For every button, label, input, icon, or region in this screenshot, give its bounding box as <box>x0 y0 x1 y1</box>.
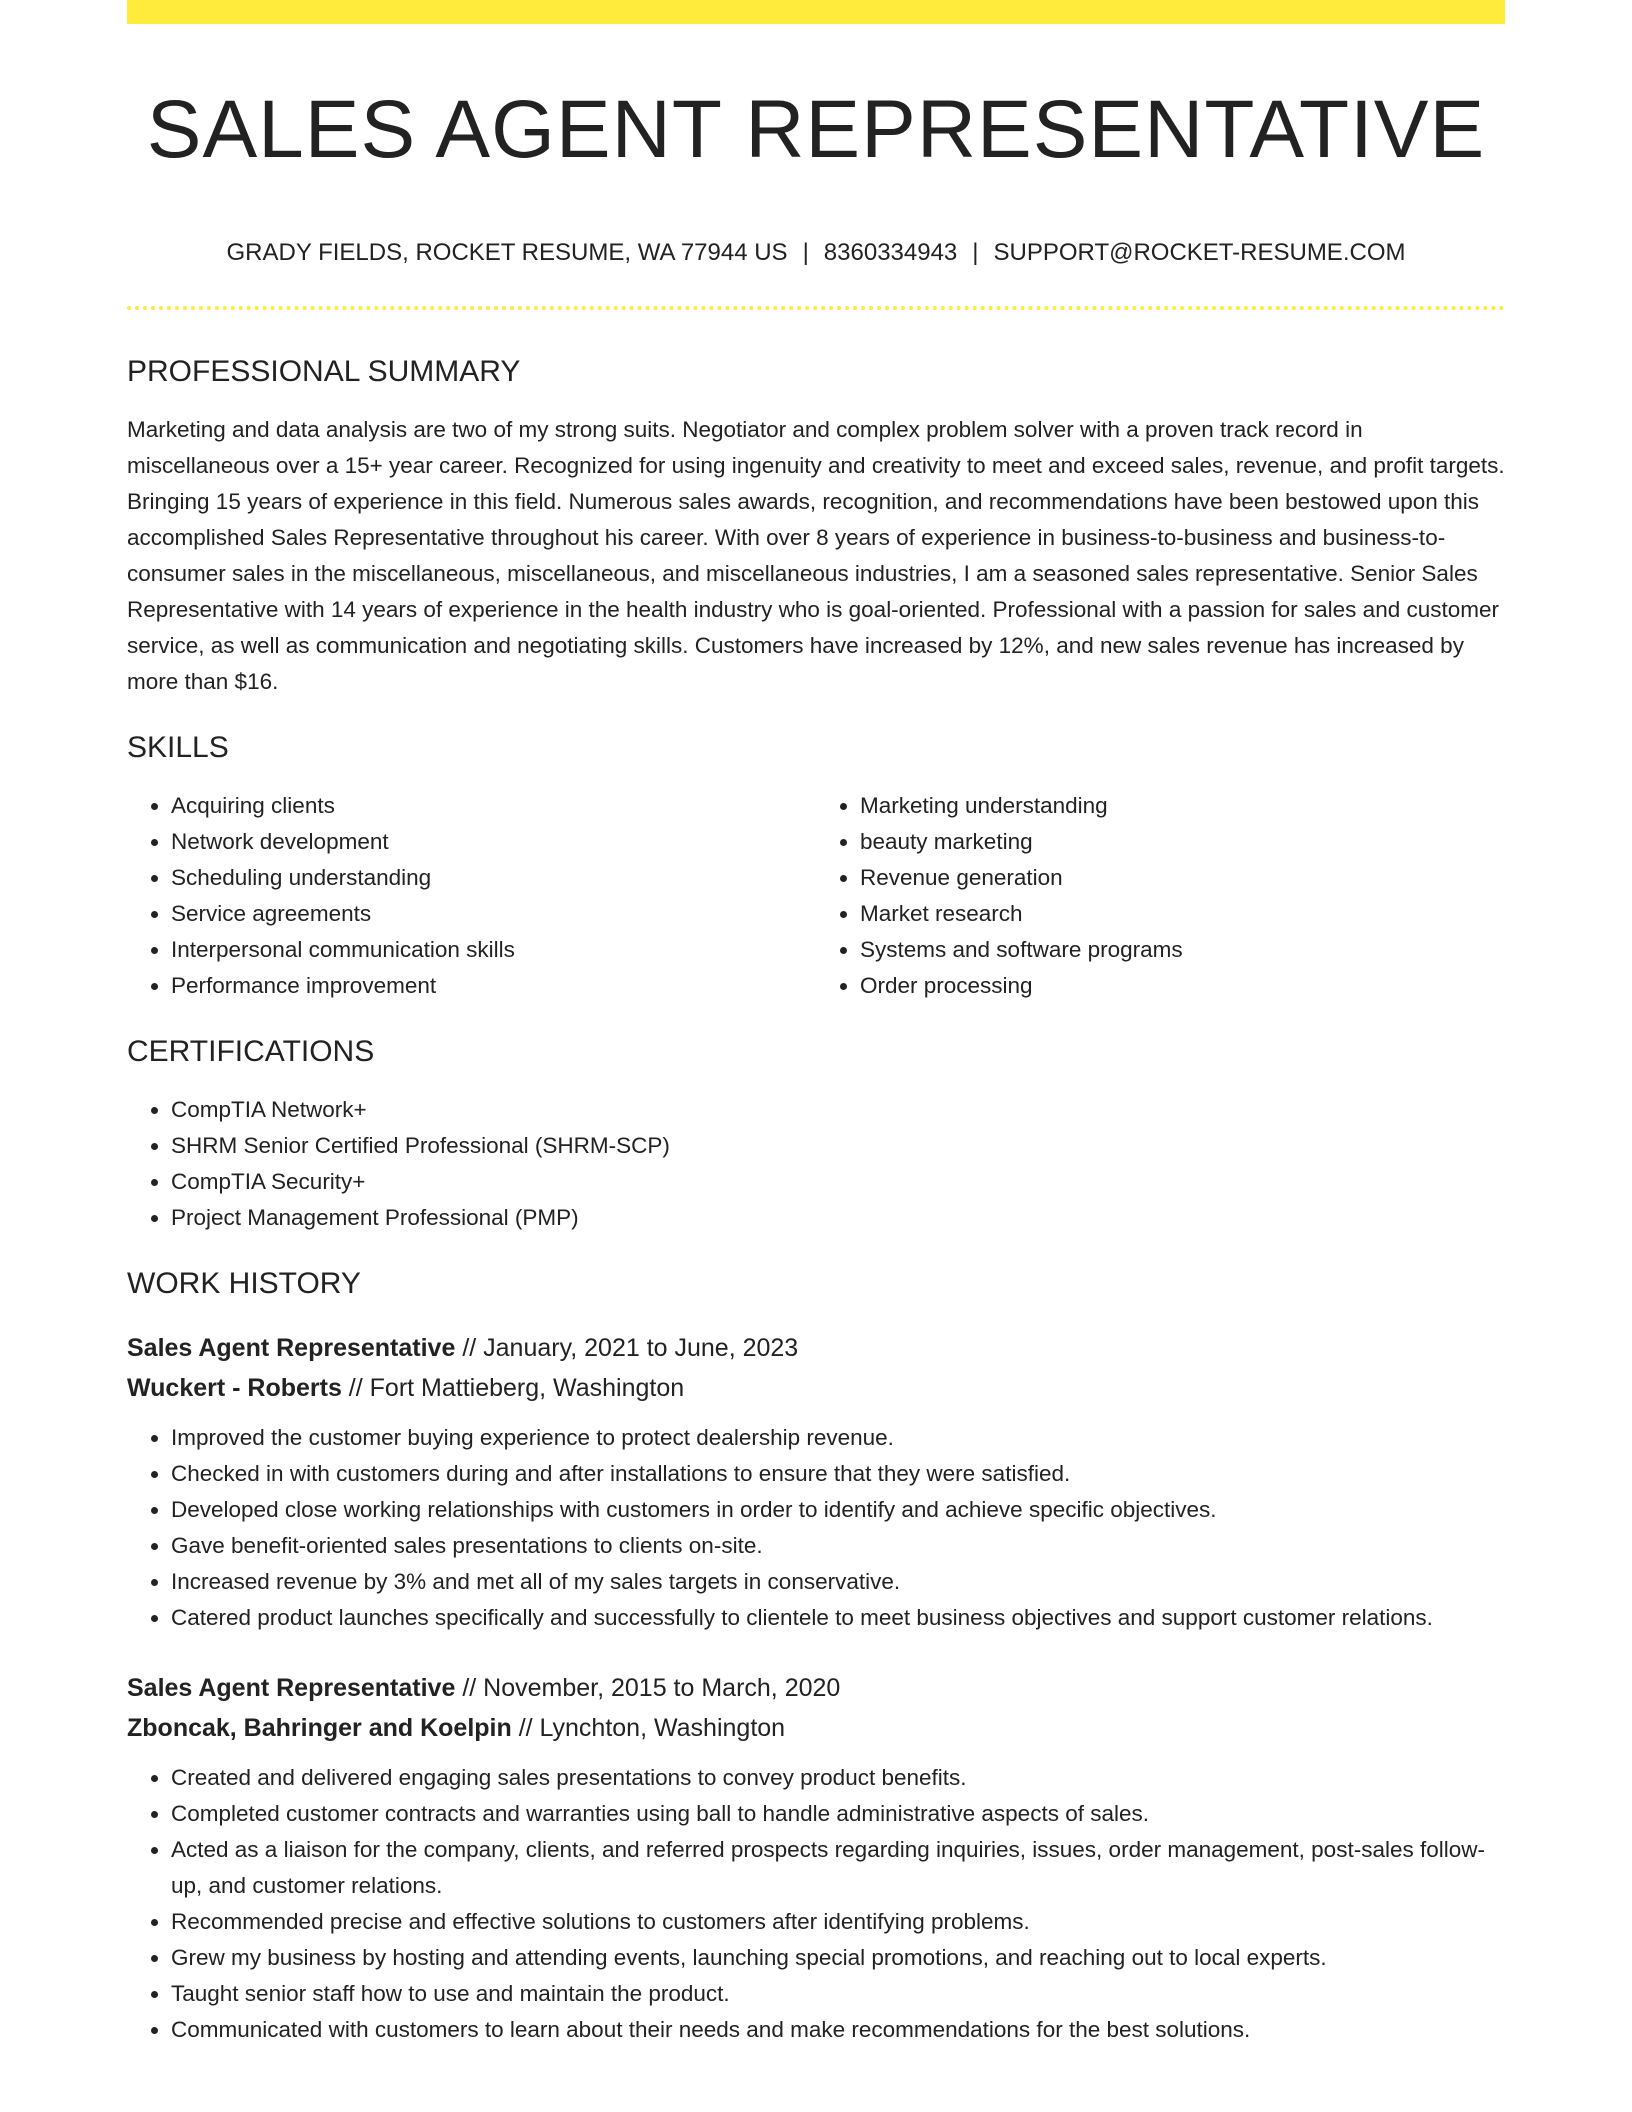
summary-section <box>127 354 1505 700</box>
list-item: • Interpersonal communication skills <box>171 932 816 968</box>
list-item: • Revenue generation <box>860 860 1505 896</box>
list-item: • Marketing understanding <box>860 788 1505 824</box>
job-location: // Fort Mattieberg, Washington <box>341 1374 685 1402</box>
contact-email: SUPPORT@ROCKET-RESUME.COM <box>993 239 1406 266</box>
list-item: • Performance improvement <box>171 968 816 1004</box>
list-item: • Recommended precise and effective solutions to customers after identifying problems. <box>171 1904 1505 1940</box>
job-company: Zboncak, Bahringer and Koelpin <box>127 1714 512 1742</box>
job-dates: // January, 2021 to June, 2023 <box>455 1334 799 1362</box>
list-item: • Grew my business by hosting and attending events, launching special promotions, and reaching out to local experts. <box>171 1940 1505 1976</box>
skills-section <box>127 730 1505 1004</box>
job-title-line <box>127 1328 1505 1368</box>
job-entry <box>127 1668 1505 2048</box>
contact-line <box>127 238 1505 268</box>
summary-text: Marketing and data analysis are two of my strong suits. Negotiator and complex problem solver with a proven track record in miscellaneous over a 15+ year career. Recognized for using ingenuity and creativity to meet and exceed sales, revenue, and profit targets. Bringing 15 years of experience in this field. Numerous sales awards, recognition, and recommendations have been bestowed upon this accomplished Sales Representative throughout his career. With over 8 years of experience in business-to-business and business-to-consumer sales in the miscellaneous, miscellaneous, and miscellaneous industries, I am a seasoned sales representative. Senior Sales Representative with 14 years of experience in the health industry who is goal-oriented. Professional with a passion for sales and customer service, as well as communication and negotiating skills. Customers have increased by 12%, and new sales revenue has increased by more than $16. <box>127 417 1505 694</box>
job-duties-list <box>127 1420 1505 1636</box>
skills-heading: SKILLS <box>127 731 229 764</box>
job-company-line <box>127 1368 1505 1408</box>
list-item: • Service agreements <box>171 896 816 932</box>
list-item: • Checked in with customers during and after installations to ensure that they were satisfied. <box>171 1456 1505 1492</box>
list-item: • Developed close working relationships with customers in order to identify and achieve specific objectives. <box>171 1492 1505 1528</box>
job-title: Sales Agent Representative <box>127 1674 456 1702</box>
resume-document <box>127 0 1505 2048</box>
work-history-section <box>127 1266 1505 2048</box>
dotted-divider <box>127 306 1505 310</box>
skills-list-right <box>816 788 1505 1004</box>
list-item: • Network development <box>171 824 816 860</box>
list-item: • Acted as a liaison for the company, clients, and referred prospects regarding inquiries, issues, order management, post-sales follow-up, and customer relations. <box>171 1832 1505 1904</box>
list-item: • Market research <box>860 896 1505 932</box>
list-item: • Completed customer contracts and warranties using ball to handle administrative aspects of sales. <box>171 1796 1505 1832</box>
certifications-section <box>127 1034 1505 1236</box>
list-item: • Catered product launches specifically and successfully to clientele to meet business objectives and support customer relations. <box>171 1600 1505 1636</box>
contact-address: GRADY FIELDS, ROCKET RESUME, WA 77944 US <box>226 239 788 266</box>
list-item: • Taught senior staff how to use and maintain the product. <box>171 1976 1505 2012</box>
contact-phone: 8360334943 <box>823 239 958 266</box>
job-company: Wuckert - Roberts <box>127 1374 342 1402</box>
list-item: • Gave benefit-oriented sales presentations to clients on-site. <box>171 1528 1505 1564</box>
job-title: Sales Agent Representative <box>127 1334 456 1362</box>
list-item: • Scheduling understanding <box>171 860 816 896</box>
skills-columns <box>127 766 1505 1004</box>
job-dates: // November, 2015 to March, 2020 <box>455 1674 841 1702</box>
list-item: • Created and delivered engaging sales presentations to convey product benefits. <box>171 1760 1505 1796</box>
list-item: • Systems and software programs <box>860 932 1505 968</box>
job-duties-list <box>127 1760 1505 2048</box>
page-title: SALES AGENT REPRESENTATIVE <box>146 84 1486 175</box>
list-item: • CompTIA Network+ <box>171 1092 1505 1128</box>
list-item: • CompTIA Security+ <box>171 1164 1505 1200</box>
work-history-heading: WORK HISTORY <box>127 1267 361 1300</box>
list-item: • SHRM Senior Certified Professional (SHRM-SCP) <box>171 1128 1505 1164</box>
contact-separator: | <box>972 239 979 266</box>
summary-heading: PROFESSIONAL SUMMARY <box>127 355 521 388</box>
skills-list-left <box>127 788 816 1004</box>
list-item: • Improved the customer buying experience to protect dealership revenue. <box>171 1420 1505 1456</box>
job-company-line <box>127 1708 1505 1748</box>
list-item: • Increased revenue by 3% and met all of my sales targets in conservative. <box>171 1564 1505 1600</box>
certifications-heading: CERTIFICATIONS <box>127 1035 375 1068</box>
job-title-line <box>127 1668 1505 1708</box>
list-item: • Communicated with customers to learn about their needs and make recommendations for the best solutions. <box>171 2012 1505 2048</box>
list-item: • Project Management Professional (PMP) <box>171 1200 1505 1236</box>
job-location: // Lynchton, Washington <box>511 1714 786 1742</box>
job-entry <box>127 1328 1505 1636</box>
list-item: • Order processing <box>860 968 1505 1004</box>
list-item: • beauty marketing <box>860 824 1505 860</box>
certifications-list <box>127 1092 1505 1236</box>
contact-separator: | <box>802 239 809 266</box>
list-item: • Acquiring clients <box>171 788 816 824</box>
